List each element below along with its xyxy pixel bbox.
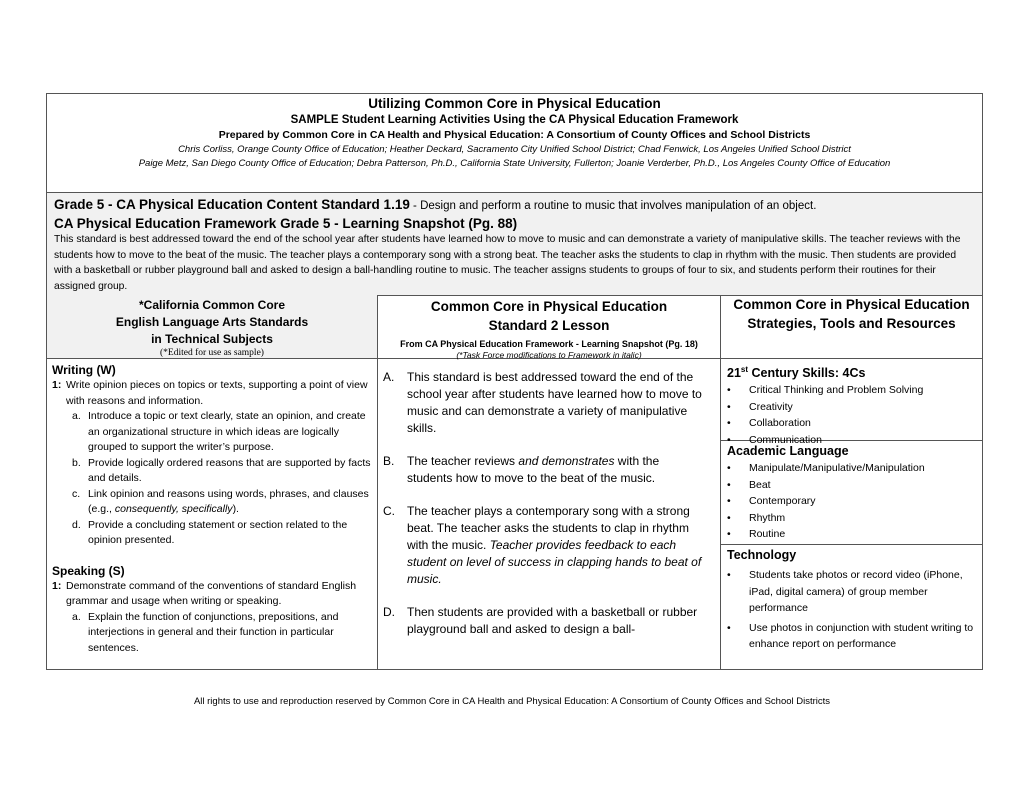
list-item (727, 493, 976, 510)
sub-letter: d. (72, 518, 81, 531)
document-header (47, 94, 982, 193)
standard-title: Grade 5 - CA Physical Education Content Standard 1.19 (54, 197, 410, 212)
speaking-sub-a (52, 610, 372, 657)
lesson-step-b (383, 453, 705, 487)
ela-standards-column (47, 295, 378, 669)
writing-sub-b (52, 456, 372, 487)
academic-language-title: Academic Language (727, 444, 849, 458)
step-letter: A. (383, 370, 395, 384)
prepared-by: Prepared by Common Core in CA Health and Physical Education: A Consortium of County Offices and School Districts (218, 129, 811, 141)
sub-text-part: Link opinion and reasons using words, phrases, and clauses (e.g., (88, 487, 369, 515)
resources-column-header (721, 295, 982, 359)
step-letter: B. (383, 454, 395, 468)
ela-header-note: (*Edited for use as sample) (160, 348, 264, 358)
sub-text: Explain the function of conjunctions, prepositions, and interjections in general and their function in particular sentences. (88, 610, 339, 654)
resources-column (721, 295, 982, 669)
sub-letter: b. (72, 456, 81, 469)
writing-standard-1 (52, 378, 372, 409)
title-part: 21 (727, 366, 741, 381)
ela-header-line-2: English Language Arts Standards (115, 315, 309, 329)
resources-header-line-2: Strategies, Tools and Resources (747, 316, 956, 331)
list-item-text: Routine (749, 528, 786, 540)
list-item-text: Creativity (749, 400, 793, 413)
ela-column-header (47, 295, 377, 359)
writing-sub-c (52, 487, 372, 518)
sub-text: Provide logically ordered reasons that are supported by facts and details. (88, 456, 371, 484)
step-text-italic: and demonstrates (518, 454, 615, 468)
bullet-icon: • (727, 433, 731, 446)
writing-sub-d (52, 518, 372, 549)
list-item-text: Contemporary (749, 495, 816, 507)
list-item (727, 399, 976, 416)
writing-title: Writing (W) (52, 363, 116, 377)
technology-title: Technology (727, 548, 797, 562)
lesson-table (46, 93, 983, 670)
step-text: This standard is best addressed toward the end of the school year after students have learned how to move to music and can demonstrate a variety of manipulative skills. (407, 370, 702, 435)
list-item-text: Beat (749, 478, 771, 491)
standard-section (47, 193, 982, 296)
list-item (727, 460, 976, 477)
list-item-text: Collaboration (749, 417, 811, 430)
pe-lesson-column (378, 295, 721, 669)
authors-line-2: Paige Metz, San Diego County Office of Education; Debra Patterson, Ph.D., California State University, Fullerton; Joanie Verderber, Ph.D., Los Angeles County Office of Education (138, 158, 891, 169)
writing-sub-a (52, 409, 372, 456)
bullet-icon: • (727, 478, 731, 491)
authors-line-1: Chris Corliss, Orange County Office of Education; Heather Deckard, Sacramento City Unified School District; Chad Fenwick, Los Angeles Unified School District (178, 144, 851, 155)
list-item-text: Manipulate/Manipulative/Manipulation (749, 462, 925, 474)
academic-language-section (721, 441, 982, 545)
standard-text: Demonstrate command of the conventions of standard English grammar and usage when writing or speaking. (66, 579, 357, 607)
sub-text: Introduce a topic or text clearly, state an opinion, and create an organizational structure in which ideas are logically grouped to support the writer’s purpose. (88, 410, 366, 453)
lesson-step-d (383, 604, 705, 638)
bullet-icon: • (727, 569, 731, 581)
list-item-text: Critical Thinking and Problem Solving (749, 384, 924, 397)
step-text (407, 453, 705, 487)
list-item-text: Students take photos or record video (iPhone, iPad, digital camera) of group member performance (749, 569, 963, 614)
standard-text: Write opinion pieces on topics or texts, supporting a point of view with reasons and information. (66, 379, 368, 407)
speaking-standard-1 (52, 579, 372, 610)
bullet-icon: • (727, 400, 731, 413)
sub-letter: c. (72, 487, 81, 500)
step-text: Then students are provided with a basketball or rubber playground ball and asked to design a ball- (407, 605, 698, 636)
sub-letter: a. (72, 610, 81, 623)
century-skills-title (727, 361, 976, 382)
step-text-part: The teacher plays a contemporary song with a strong beat. The teacher asks the students to clap in rhythm with the music. (407, 504, 690, 552)
standard-description: - Design and perform a routine to music that involves manipulation of an object. (409, 200, 817, 212)
title-part: Century Skills: 4Cs (748, 366, 866, 381)
sub-text: Provide a concluding statement or section related to the opinion presented. (88, 518, 348, 546)
bullet-icon: • (727, 511, 731, 524)
standard-number: 1: (52, 379, 62, 391)
step-text-part: with the students how to move to the beat of the music. (407, 454, 660, 485)
bullet-icon: • (727, 621, 731, 634)
step-letter: D. (383, 605, 395, 619)
list-item (727, 567, 976, 617)
resources-header-line-1: Common Core in Physical Education (733, 297, 970, 312)
sub-text-part: ). (232, 503, 239, 515)
list-item (727, 510, 976, 527)
list-item-text: Communication (749, 433, 822, 446)
list-item (727, 526, 976, 543)
doc-title: Utilizing Common Core in Physical Education (368, 96, 661, 111)
step-text (407, 503, 705, 588)
technology-section (721, 545, 982, 654)
lesson-step-a (383, 369, 705, 437)
lesson-header-line-1: Common Core in Physical Education (430, 299, 668, 314)
list-item-text: Rhythm (749, 511, 786, 524)
bullet-icon: • (727, 495, 731, 507)
century-skills-section (721, 359, 982, 446)
bullet-icon: • (727, 462, 731, 474)
standard-number: 1: (52, 579, 62, 592)
step-text-part: The teacher reviews (407, 454, 519, 468)
list-item (727, 620, 976, 653)
step-letter: C. (383, 504, 395, 518)
standard-heading (54, 196, 975, 215)
doc-subtitle: SAMPLE Student Learning Activities Using the CA Physical Education Framework (290, 114, 739, 126)
lesson-step-c (383, 503, 705, 588)
snapshot-body: This standard is best addressed toward the end of the school year after students have learned how to move to music and can demonstrate a variety of manipulative skills. The teacher reviews with the students how to move to the beat of the music. The teacher plays a contemporary song with a strong beat. The teacher asks the students to clap in rhythm with the music. Then students are provided with a basketball or rubber playground ball and asked to design a ball-handling routine to music. The teacher assigns students to groups of four to six, and students perform their routines for their assigned group. (54, 234, 961, 292)
ela-header-line-3: in Technical Subjects (151, 332, 273, 346)
sub-text-italic: consequently, specifically (114, 503, 233, 515)
footer-rights: All rights to use and reproduction reserved by Common Core in CA Health and Physical Education: A Consortium of County Offices and School Districts (193, 696, 831, 707)
lesson-column-header (378, 295, 720, 359)
bullet-icon: • (727, 528, 731, 540)
ela-header-line-1: *California Common Core (138, 298, 285, 312)
lesson-header-note: (*Task Force modifications to Framework in italic) (456, 350, 642, 360)
lesson-header-source: From CA Physical Education Framework - Learning Snapshot (Pg. 18) (400, 339, 698, 349)
title-superscript: st (740, 365, 749, 374)
list-item (727, 477, 976, 494)
bullet-icon: • (727, 384, 731, 397)
snapshot-title: CA Physical Education Framework Grade 5 - Learning Snapshot (Pg. 88) (54, 216, 518, 231)
list-item (727, 382, 976, 399)
speaking-title: Speaking (S) (52, 563, 125, 578)
step-text-italic: Teacher provides feedback to each student on level of success in clapping hands to beat of music. (407, 538, 702, 586)
lesson-header-line-2: Standard 2 Lesson (488, 318, 610, 333)
sub-letter: a. (72, 410, 81, 422)
bullet-icon: • (727, 417, 731, 430)
list-item-text: Use photos in conjunction with student writing to enhance report on performance (749, 621, 974, 650)
list-item (727, 415, 976, 432)
sub-text (88, 487, 372, 518)
